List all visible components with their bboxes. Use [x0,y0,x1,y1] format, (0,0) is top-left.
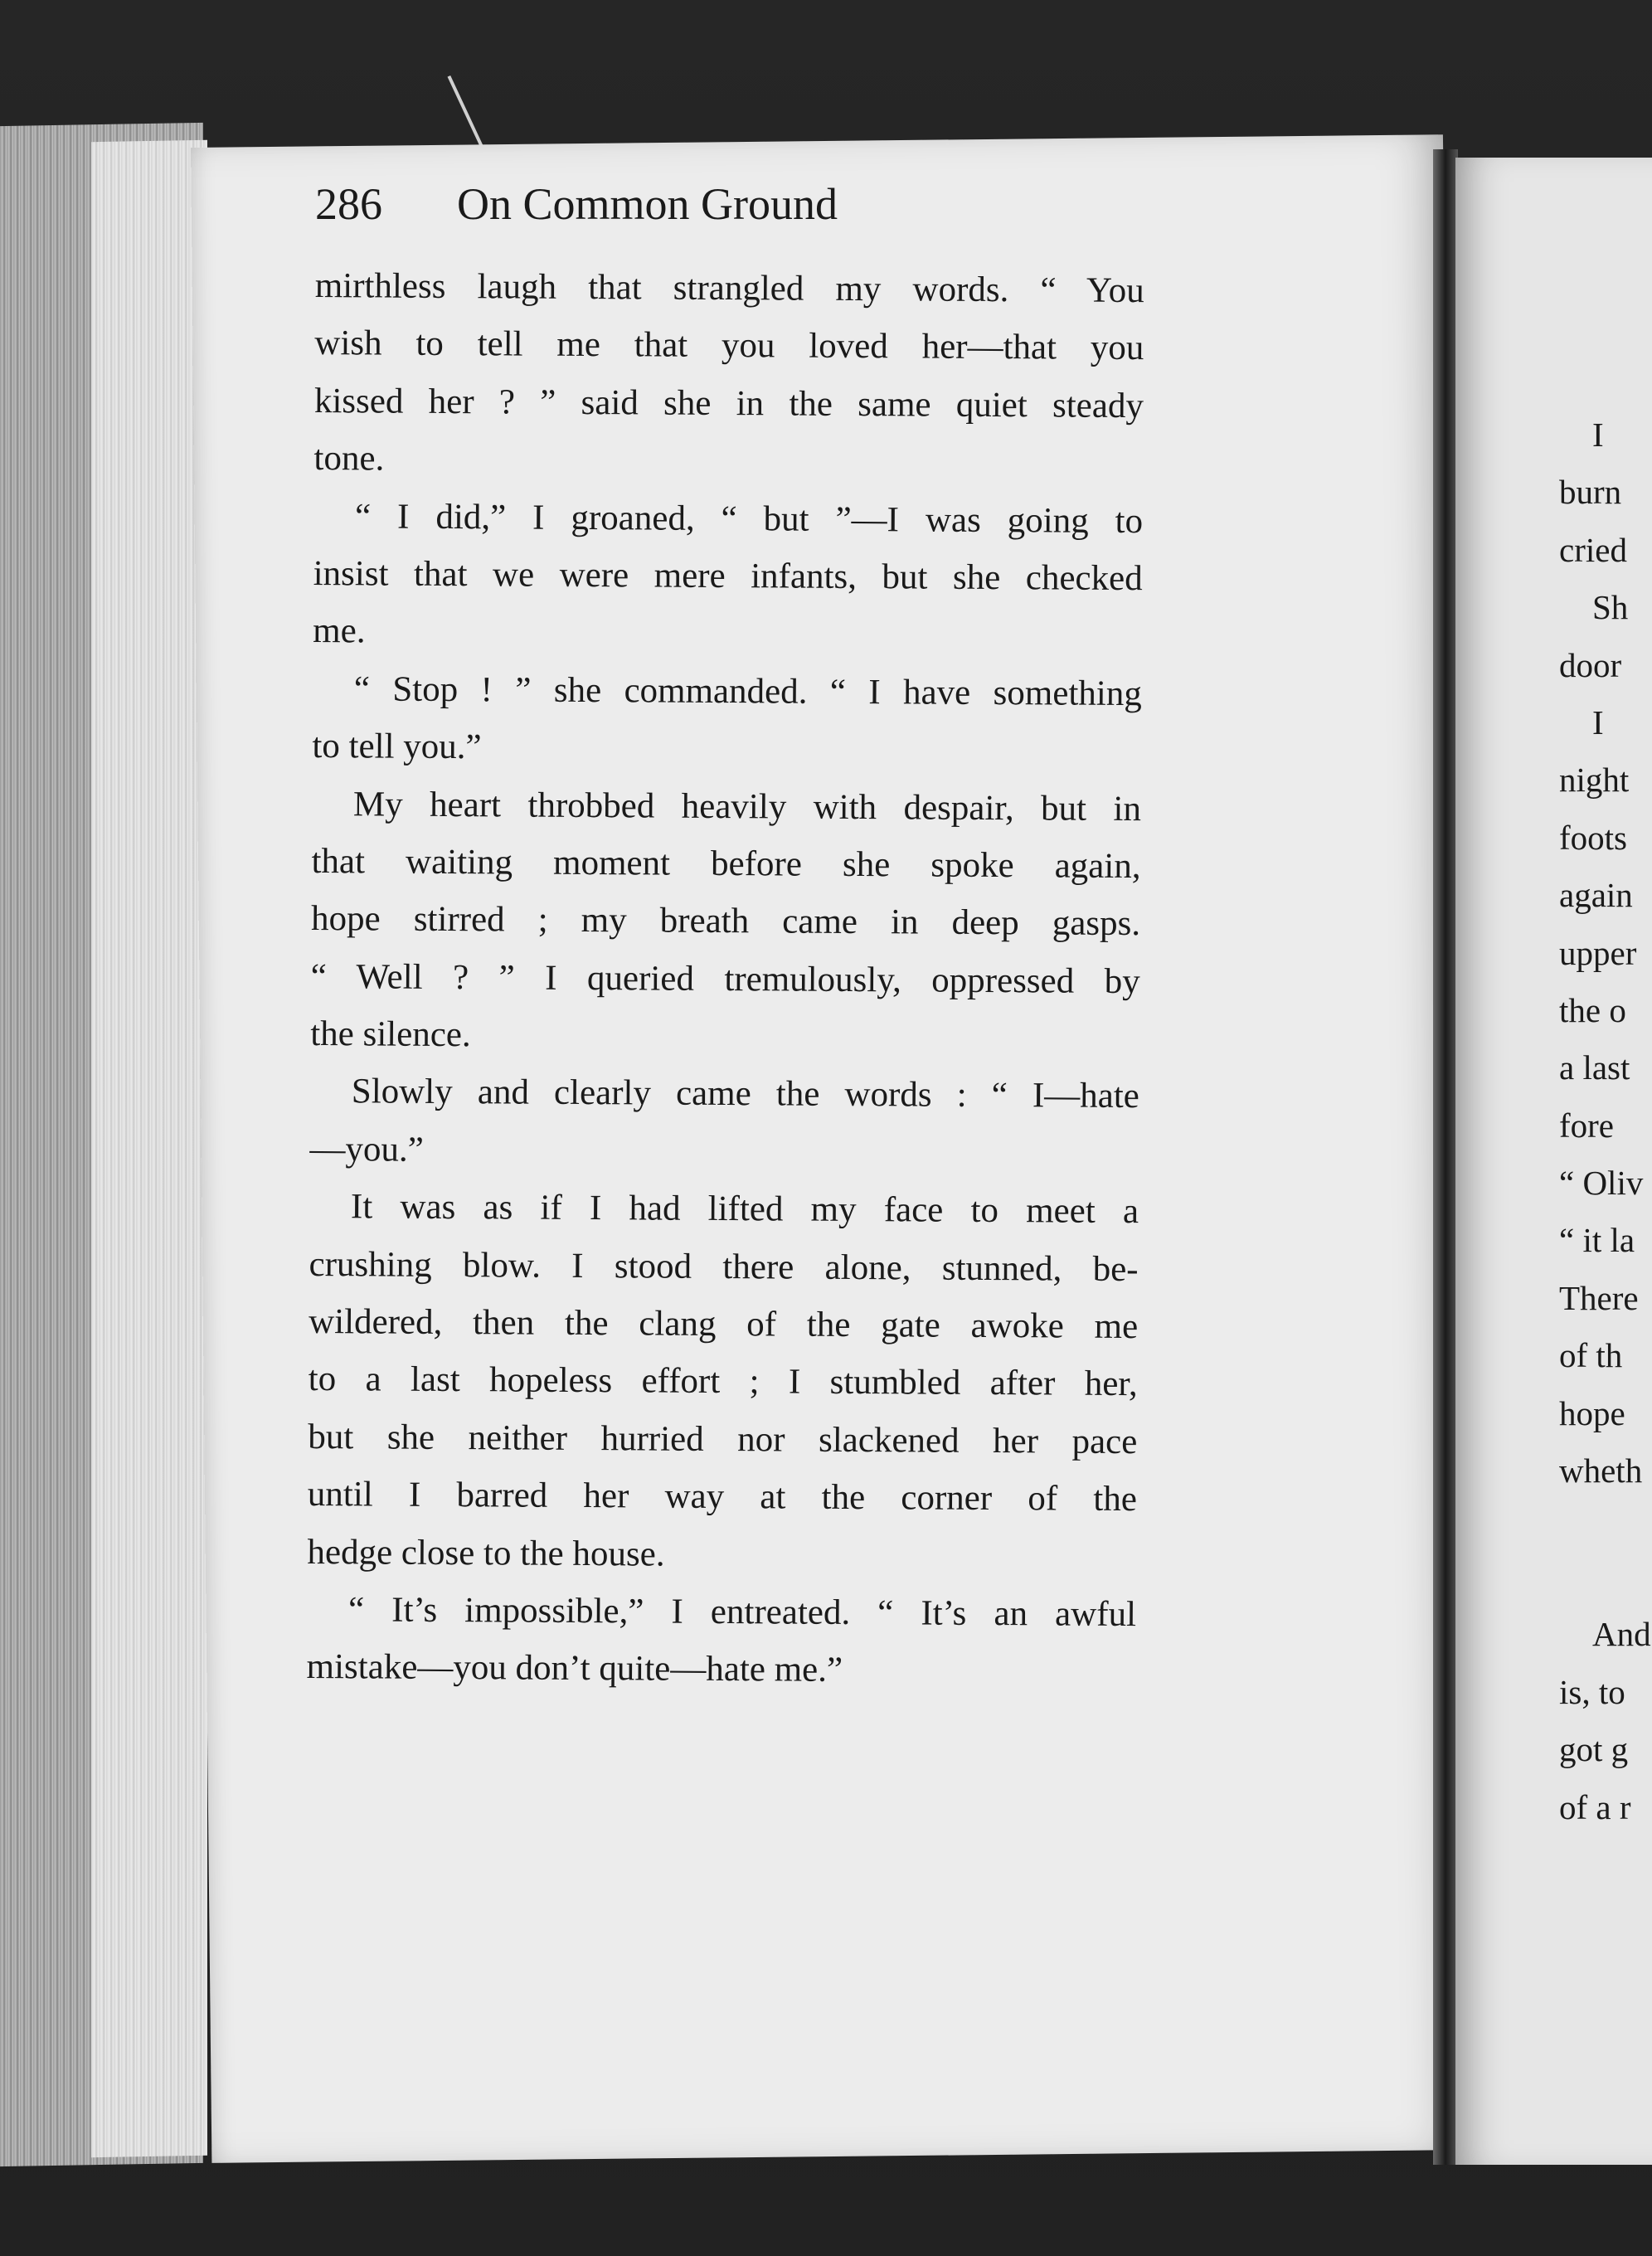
text-line: Slowly and clearly came the words : “ I—hate [351,1072,1139,1116]
text-line: wildered, then the clang of the gate awoke me [309,1302,1139,1347]
text-line: hedge close to the house. [307,1532,665,1574]
text-line: to tell you.” [312,727,482,767]
right-text-fragment: I [1592,416,1604,454]
right-text-fragment: hope [1559,1393,1625,1432]
text-line: crushing blow. I stood there alone, stunned, be- [309,1244,1139,1289]
right-text-fragment: foots [1559,818,1627,857]
text-line: insist that we were mere infants, but she checked [313,553,1143,599]
right-text-fragment: I [1592,703,1604,741]
right-text-fragment: And [1592,1615,1651,1654]
text-line: mirthless laugh that strangled my words. “ You [314,265,1144,311]
right-text-fragment: of a r [1559,1787,1631,1826]
text-line: kissed her ? ” said she in the same quiet steady [313,381,1144,425]
right-text-fragment: There [1559,1278,1639,1317]
text-line: to a last hopeless effort ; I stumbled after her, [308,1359,1138,1404]
right-text-fragment: got g [1559,1730,1629,1769]
text-line: It was as if I had lifted my face to meet a [350,1187,1139,1232]
text-line: that waiting moment before she spoke again, [311,841,1141,887]
right-text-fragment: the o [1559,990,1626,1029]
text-line: hope stirred ; my breath came in deep gasps. [310,899,1141,944]
text-line: the silence. [310,1014,471,1055]
right-text-fragment: a last [1559,1048,1630,1087]
right-text-fragment: upper [1559,933,1637,972]
right-text-fragment: burn [1559,473,1622,512]
right-text-fragment [1559,1500,1652,1606]
running-head-title: On Common Ground [457,179,838,229]
text-line: mistake—you don’t quite—hate me.” [306,1647,843,1690]
right-text-fragment: night [1559,761,1630,800]
text-line: but she neither hurried nor slackened her pace [308,1417,1138,1461]
right-text-fragment: fore [1559,1106,1615,1145]
left-page-body [306,257,1144,1701]
page-edges-inner [91,140,207,2157]
text-line: —you.” [309,1129,424,1169]
right-text-fragment: is, to [1559,1672,1625,1711]
right-text-fragment: of th [1559,1336,1623,1375]
right-text-fragment: again [1559,876,1633,915]
text-line: “ Stop ! ” she commanded. “ I have something [353,669,1142,713]
right-text-fragment: cried [1559,530,1627,569]
text-line: “ Well ? ” I queried tremulously, oppressed by [310,956,1140,1001]
text-line: me. [313,611,366,651]
text-line: “ I did,” I groaned, “ but ”—I was going to [354,496,1144,541]
text-line: tone. [313,439,385,479]
right-text-fragment: Sh [1592,588,1629,627]
page-number: 286 [315,179,382,229]
text-line: until I barred her way at the corner of the [307,1475,1138,1519]
text-line: “ It’s impossible,” I entreated. “ It’s an awful [347,1590,1137,1635]
right-text-fragment: “ Oliv [1559,1164,1644,1203]
running-header [315,178,838,230]
right-text-fragment: “ it la [1559,1221,1635,1260]
text-line: My heart throbbed heavily with despair, but in [352,784,1142,829]
book-gutter [1433,149,1458,2165]
scratch-mark [448,72,493,153]
right-text-fragment: wheth [1559,1451,1643,1490]
right-text-fragment: door [1559,645,1622,684]
text-line: wish to tell me that you loved her—that you [314,323,1144,368]
right-page-body [1559,406,1652,1836]
